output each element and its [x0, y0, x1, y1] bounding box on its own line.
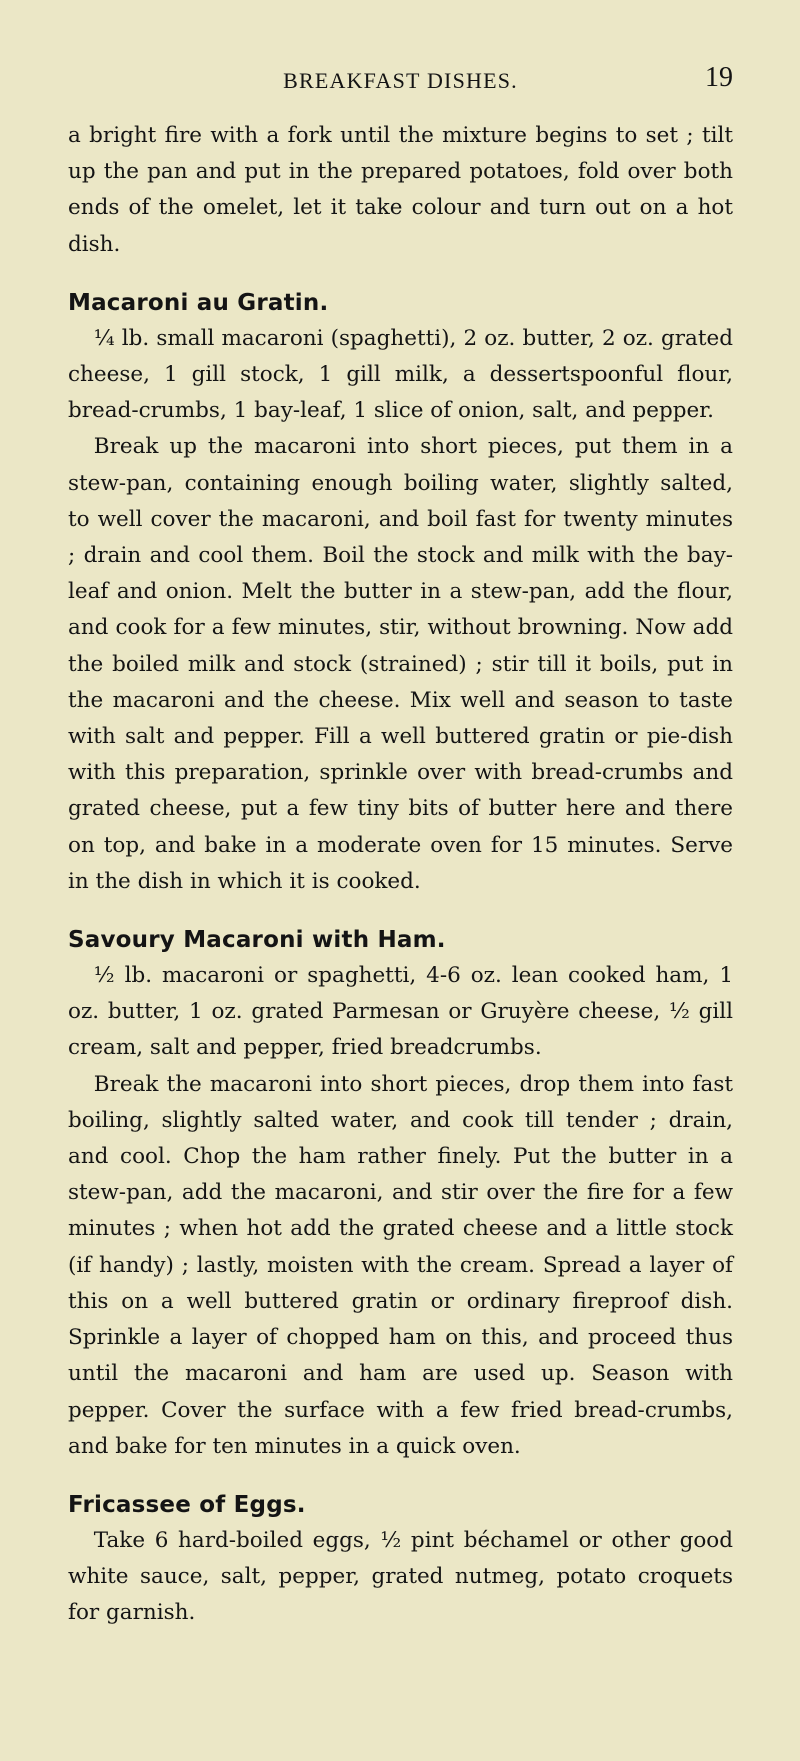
- intro-paragraph: a bright fire with a fork until the mixture begins to set ; tilt up the pan and put in the prepared potatoes, fold over both ends of the omelet, let it take colour and turn out on a hot dish.: [68, 123, 733, 257]
- recipe-title: Savoury Macaroni with Ham.: [68, 927, 446, 954]
- method-paragraph: Break the macaroni into short pieces, drop them into fast boiling, slightly salted water, and cook till tender ; drain, and cool. Chop the ham rather finely. Put the butter in a stew-pan, add the macaroni, and stir over the fire for a few minutes ; when hot add the grated cheese and a little stock (if handy) ; lastly, moisten with the cream. Spread a layer of this on a well buttered gratin or ordinary fireproof dish. Sprinkle a layer of chopped ham on this, and proceed thus until the macaroni and ham are used up. Season with pepper. Cover the surface with a few fried bread-crumbs, and bake for ten minutes in a quick oven.: [68, 1071, 733, 1459]
- recipe-title: Fricassee of Eggs.: [68, 1491, 306, 1518]
- ingredients-paragraph: ¼ lb. small macaroni (spaghetti), 2 oz. butter, 2 oz. grated cheese, 1 gill stock, 1 gill milk, a dessertspoonful flour, bread-crumbs, 1 bay-leaf, 1 slice of onion, salt, and pepper.: [68, 325, 733, 424]
- recipe-title: Macaroni au Gratin.: [68, 289, 329, 316]
- running-header: [68, 60, 733, 96]
- recipe-macaroni-au-gratin: [68, 286, 733, 900]
- ingredients-paragraph: Take 6 hard-boiled eggs, ½ pint béchamel or other good white sauce, salt, pepper, grated nutmeg, potato croquets for garnish.: [68, 1527, 733, 1626]
- recipe-savoury-macaroni-with-ham: [68, 923, 733, 1465]
- method-paragraph: Break up the macaroni into short pieces, put them in a stew-pan, containing enough boiling water, slightly salted, to well cover the macaroni, and boil fast for twenty minutes ; drain and cool them. Boil the stock and milk with the bay-leaf and onion. Melt the butter in a stew-pan, add the flour, and cook for a few minutes, stir, without browning. Now add the boiled milk and stock (strained) ; stir till it boils, put in the macaroni and the cheese. Mix well and season to taste with salt and pepper. Fill a well buttered gratin or pie-dish with this preparation, sprinkle over with bread-crumbs and grated cheese, put a few tiny bits of butter here and there on top, and bake in a moderate oven for 15 minutes. Serve in the dish in which it is cooked.: [68, 434, 733, 894]
- book-page: [68, 60, 733, 1632]
- running-title: BREAKFAST DISHES.: [283, 68, 518, 93]
- recipe-fricassee-of-eggs: [68, 1488, 733, 1632]
- page-number: 19: [705, 62, 733, 93]
- ingredients-paragraph: ½ lb. macaroni or spaghetti, 4-6 oz. lean cooked ham, 1 oz. butter, 1 oz. grated Parmesan or Gruyère cheese, ½ gill cream, salt and pepper, fried breadcrumbs.: [68, 963, 733, 1061]
